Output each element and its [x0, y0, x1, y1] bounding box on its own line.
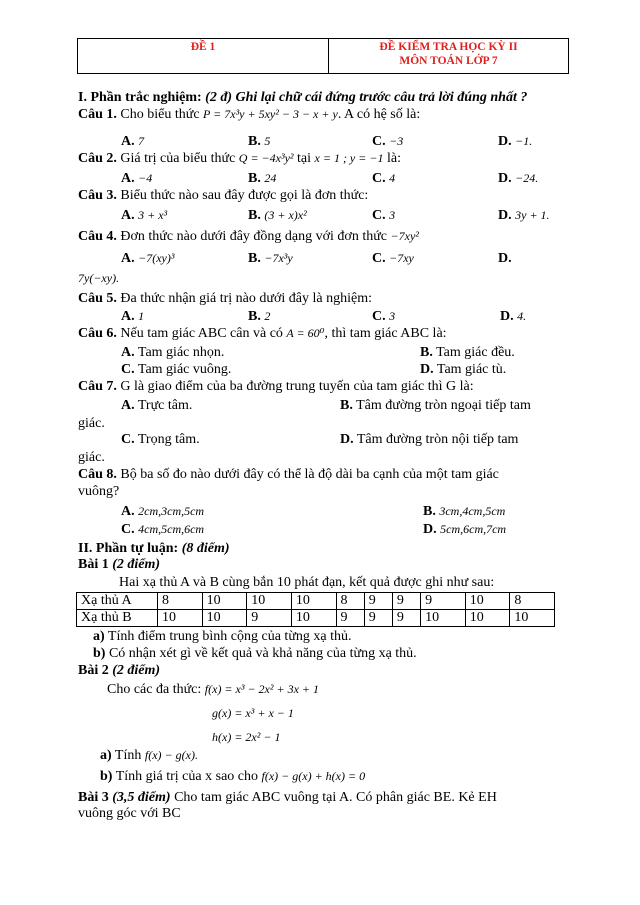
- q1-option-d: D. −1.: [498, 134, 533, 149]
- table-cell: 10: [202, 593, 247, 610]
- q6-option-d: D. Tam giác tù.: [420, 362, 507, 377]
- bai2-intro: Cho các đa thức: f(x) = x³ − 2x² + 3x + 1: [107, 682, 319, 697]
- q2-option-b: B. 24: [248, 171, 277, 186]
- question-2: Câu 2. Giá trị của biểu thức Q = −4x³y² tại x = 1 ; y = −1 là:: [78, 151, 401, 166]
- question-1: Câu 1. Cho biểu thức P = 7x³y + 5xy² − 3 − x + y. A có hệ số là:: [78, 107, 421, 122]
- q7-option-d-cont: giác.: [78, 450, 105, 465]
- q6-option-c: C. Tam giác vuông.: [121, 362, 232, 377]
- q3-option-d: D. 3y + 1.: [498, 208, 550, 223]
- table-cell: 9: [336, 610, 364, 627]
- q5-option-a: A. 1: [121, 309, 145, 324]
- exam-title-line1: ĐỀ KIỂM TRA HỌC KỲ II: [379, 41, 518, 53]
- table-cell: 9: [364, 593, 392, 610]
- q1-option-a: A. 7: [121, 134, 145, 149]
- q5-option-c: C. 3: [372, 309, 396, 324]
- table-cell: 9: [392, 593, 420, 610]
- exam-title: [329, 39, 569, 74]
- q4-option-d-cont: 7y(−xy).: [78, 271, 120, 285]
- bai2-question-b: b) Tính giá trị của x sao cho f(x) − g(x) + h(x) = 0: [100, 769, 366, 784]
- table-cell: 9: [364, 610, 392, 627]
- q3-option-c: C. 3: [372, 208, 396, 223]
- q1-option-c: C. −3: [372, 134, 404, 149]
- q3-option-b: B. (3 + x)x²: [248, 208, 307, 223]
- q1-option-b: B. 5: [248, 134, 271, 149]
- table-row: [77, 593, 555, 610]
- table-cell: 10: [510, 610, 555, 627]
- q2-option-c: C. 4: [372, 171, 396, 186]
- q3-option-a: A. 3 + x³: [121, 208, 168, 223]
- q8-option-d: D. 5cm,6cm,7cm: [423, 522, 507, 537]
- table-row: [77, 610, 555, 627]
- table-cell: 10: [291, 610, 336, 627]
- table-cell: 10: [465, 610, 510, 627]
- table-cell: 8: [158, 593, 203, 610]
- bai1-heading: Bài 1 (2 điểm): [78, 557, 161, 572]
- bai1-question-b: b) Có nhận xét gì về kết quả và khả năng của từng xạ thủ.: [93, 646, 417, 661]
- q5-option-b: B. 2: [248, 309, 271, 324]
- bai2-heading: Bài 2 (2 điểm): [78, 663, 161, 678]
- q5-option-d: D. 4.: [500, 309, 527, 324]
- table-cell: 10: [465, 593, 510, 610]
- table-cell: 10: [291, 593, 336, 610]
- bai2-question-a: a) Tính f(x) − g(x).: [100, 748, 198, 763]
- q6-option-a: A. Tam giác nhọn.: [121, 345, 225, 360]
- question-8: Câu 8. Bộ ba số đo nào dưới đây có thể là độ dài ba cạnh của một tam giác: [78, 467, 499, 482]
- table-cell: Xạ thủ A: [77, 593, 158, 610]
- q4-option-a: A. −7(xy)³: [121, 251, 175, 266]
- header-table: [77, 38, 569, 74]
- question-4: Câu 4. Đơn thức nào dưới đây đồng dạng với đơn thức −7xy²: [78, 229, 419, 244]
- q8-option-c: C. 4cm,5cm,6cm: [121, 522, 205, 537]
- q4-option-b: B. −7x³y: [248, 251, 293, 266]
- q2-option-d: D. −24.: [498, 171, 539, 186]
- q4-option-d: D.: [498, 251, 512, 266]
- question-5: Câu 5. Đa thức nhận giá trị nào dưới đây là nghiệm:: [78, 291, 372, 306]
- q7-option-a: A. Trực tâm.: [121, 398, 193, 413]
- table-cell: 9: [421, 593, 466, 610]
- question-3: Câu 3. Biểu thức nào sau đây được gọi là đơn thức:: [78, 188, 369, 203]
- question-8-cont: vuông?: [78, 484, 120, 499]
- q7-option-c: C. Trọng tâm.: [121, 432, 200, 447]
- table-cell: 10: [158, 610, 203, 627]
- table-cell: 10: [247, 593, 292, 610]
- table-cell: 10: [421, 610, 466, 627]
- q8-option-a: A. 2cm,3cm,5cm: [121, 504, 205, 519]
- bai3-heading: Bài 3 (3,5 điểm) Cho tam giác ABC vuông tại A. Có phân giác BE. Kẻ EH: [78, 790, 497, 805]
- q7-option-b-cont: giác.: [78, 416, 105, 431]
- q7-option-b: B. Tâm đường tròn ngoại tiếp tam: [340, 398, 531, 413]
- bai2-g: g(x) = x³ + x − 1: [212, 706, 294, 720]
- table-cell: 9: [247, 610, 292, 627]
- table-cell: 10: [202, 610, 247, 627]
- bai3-cont: vuông góc với BC: [78, 806, 181, 821]
- question-7: Câu 7. G là giao điểm của ba đường trung tuyến của tam giác thì G là:: [78, 379, 474, 394]
- exam-title-line2: MÔN TOÁN LỚP 7: [399, 55, 498, 67]
- q7-option-d: D. Tâm đường tròn nội tiếp tam: [340, 432, 519, 447]
- table-cell: 8: [510, 593, 555, 610]
- question-6: Câu 6. Nếu tam giác ABC cân và có A = 60⁰, thì tam giác ABC là:: [78, 326, 447, 341]
- q4-option-c: C. −7xy: [372, 251, 414, 266]
- part1-heading: I. Phần trắc nghiệm: (2 đ) Ghi lại chữ cái đứng trước câu trả lời đúng nhất ?: [78, 90, 528, 105]
- part2-heading: II. Phần tự luận: (8 điểm): [78, 541, 230, 556]
- score-table: [76, 592, 555, 627]
- table-cell: 9: [392, 610, 420, 627]
- bai2-h: h(x) = 2x² − 1: [212, 730, 281, 744]
- q2-option-a: A. −4: [121, 171, 153, 186]
- q6-option-b: B. Tam giác đều.: [420, 345, 515, 360]
- exam-number: ĐỀ 1: [78, 39, 329, 74]
- table-cell: 8: [336, 593, 364, 610]
- q8-option-b: B. 3cm,4cm,5cm: [423, 504, 506, 519]
- table-cell: Xạ thủ B: [77, 610, 158, 627]
- bai1-intro: Hai xạ thủ A và B cùng bắn 10 phát đạn, kết quả được ghi như sau:: [119, 575, 495, 590]
- bai1-question-a: a) Tính điểm trung bình cộng của từng xạ thủ.: [93, 629, 352, 644]
